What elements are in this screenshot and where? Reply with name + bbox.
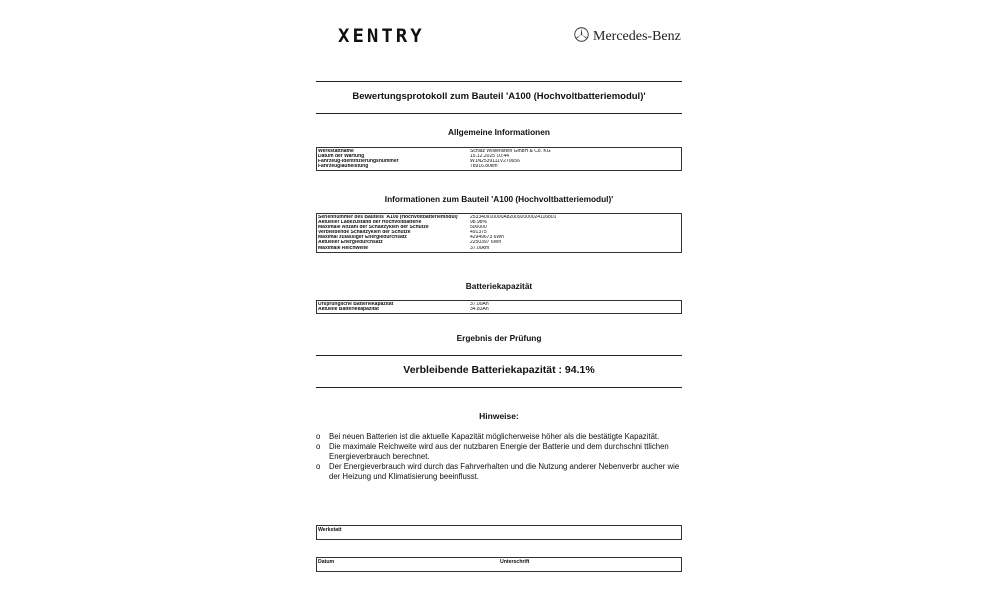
row-label: Datum der Wartung: [318, 154, 365, 160]
row-label: Aktueller Ladezustand der Hochvoltbatterie: [318, 220, 422, 226]
row-label: Maximale Anzahl der Schaltzyklen der Schütze: [318, 225, 429, 231]
row-label: Fahrzeuglaufleistung: [318, 164, 369, 170]
row-label: Fahrzeug-Identifizierungsnummer: [318, 159, 399, 165]
table-row: [318, 307, 681, 312]
xentry-logo: XENTRY: [338, 25, 425, 47]
bullet-marker: o: [316, 462, 321, 471]
row-value: 491375: [470, 230, 487, 236]
notes-heading: Hinweise:: [479, 411, 519, 421]
row-value: 78916.80km: [470, 164, 498, 170]
result-bottom-rule: [316, 387, 682, 388]
row-value: 15.12.2025 10:44: [470, 154, 509, 160]
table-row: [318, 164, 681, 169]
notes-list: [316, 432, 686, 482]
component-info-heading: Informationen zum Bauteil 'A100 (Hochvoltbatteriemodul)': [384, 194, 614, 204]
row-value: Schlaz Wöllenstein GmbH & Co. KG: [470, 149, 551, 154]
row-value: 37.00Ah: [470, 302, 489, 307]
brand-text: Mercedes-Benz: [593, 29, 681, 44]
document-title: Bewertungsprotokoll zum Bauteil 'A100 (Hochvoltbatteriemodul)': [352, 91, 646, 102]
row-value: 42949673 6Wh: [470, 235, 504, 241]
row-label: Verbleibende Schaltzyklen der Schütze: [318, 230, 411, 236]
row-value: 253340910000A820092000024116801: [470, 215, 557, 220]
result-heading: Ergebnis der Prüfung: [456, 333, 542, 343]
list-item: [316, 432, 686, 442]
component-info-table: [316, 213, 682, 253]
signature-label: Unterschrift: [500, 559, 530, 565]
list-item: [316, 442, 686, 462]
row-value: 34.83Ah: [470, 307, 489, 313]
date-signature-box: [316, 557, 682, 572]
note-text: Der Energieverbrauch wird durch das Fahrverhalten und die Nutzung anderer Nebenverbr aucher wie der Heizung und Klimatisierung beeinflusst.: [329, 462, 680, 481]
capacity-heading: Batteriekapazität: [465, 281, 533, 291]
note-text: Die maximale Reichweite wird aus der nutzbaren Energie der Batterie und dem durchschni ttlichen Energieverbrauch berechnet.: [329, 442, 669, 461]
capacity-table: [316, 300, 682, 314]
note-text: Bei neuen Batterien ist die aktuelle Kapazität möglicherweise höher als die bestätigte Kapazität.: [329, 432, 660, 441]
row-label: Maximale Reichweite: [318, 245, 369, 251]
general-info-table: [316, 147, 682, 171]
mercedes-benz-logo: [574, 27, 681, 47]
title-top-rule: [316, 81, 682, 82]
row-label: Aktuelle Batteriekapazität: [318, 307, 379, 313]
table-row: [318, 246, 681, 251]
row-value: 37.00km: [470, 245, 490, 251]
row-value: 500000: [470, 225, 487, 231]
row-label: Werkstattname: [318, 149, 354, 154]
row-label: Seriennummer des Bauteils 'A100 (Hochvoltbatteriemodul)': [318, 215, 459, 220]
bullet-marker: o: [316, 432, 321, 441]
workshop-label: Werkstatt: [318, 527, 342, 533]
list-item: [316, 462, 686, 482]
row-value: W1N2539111V270656: [470, 159, 520, 165]
row-value: 2250397 6Wh: [470, 240, 502, 246]
title-bottom-rule: [316, 113, 682, 114]
remaining-capacity-result: Verbleibende Batteriekapazität : 94.1%: [403, 364, 595, 376]
result-top-rule: [316, 355, 682, 356]
date-label: Datum: [318, 559, 335, 565]
bullet-marker: o: [316, 442, 321, 451]
row-label: Ursprüngliche Batteriekapazität: [318, 302, 394, 307]
row-label: Maximal zulässiger Energiedurchsatz: [318, 235, 407, 241]
row-label: Aktueller Energiedurchsatz: [318, 240, 383, 246]
workshop-box: [316, 525, 682, 540]
general-info-heading: Allgemeine Informationen: [448, 127, 550, 137]
three-pointed-star-icon: [574, 27, 589, 47]
row-value: 98.98%: [470, 220, 487, 226]
